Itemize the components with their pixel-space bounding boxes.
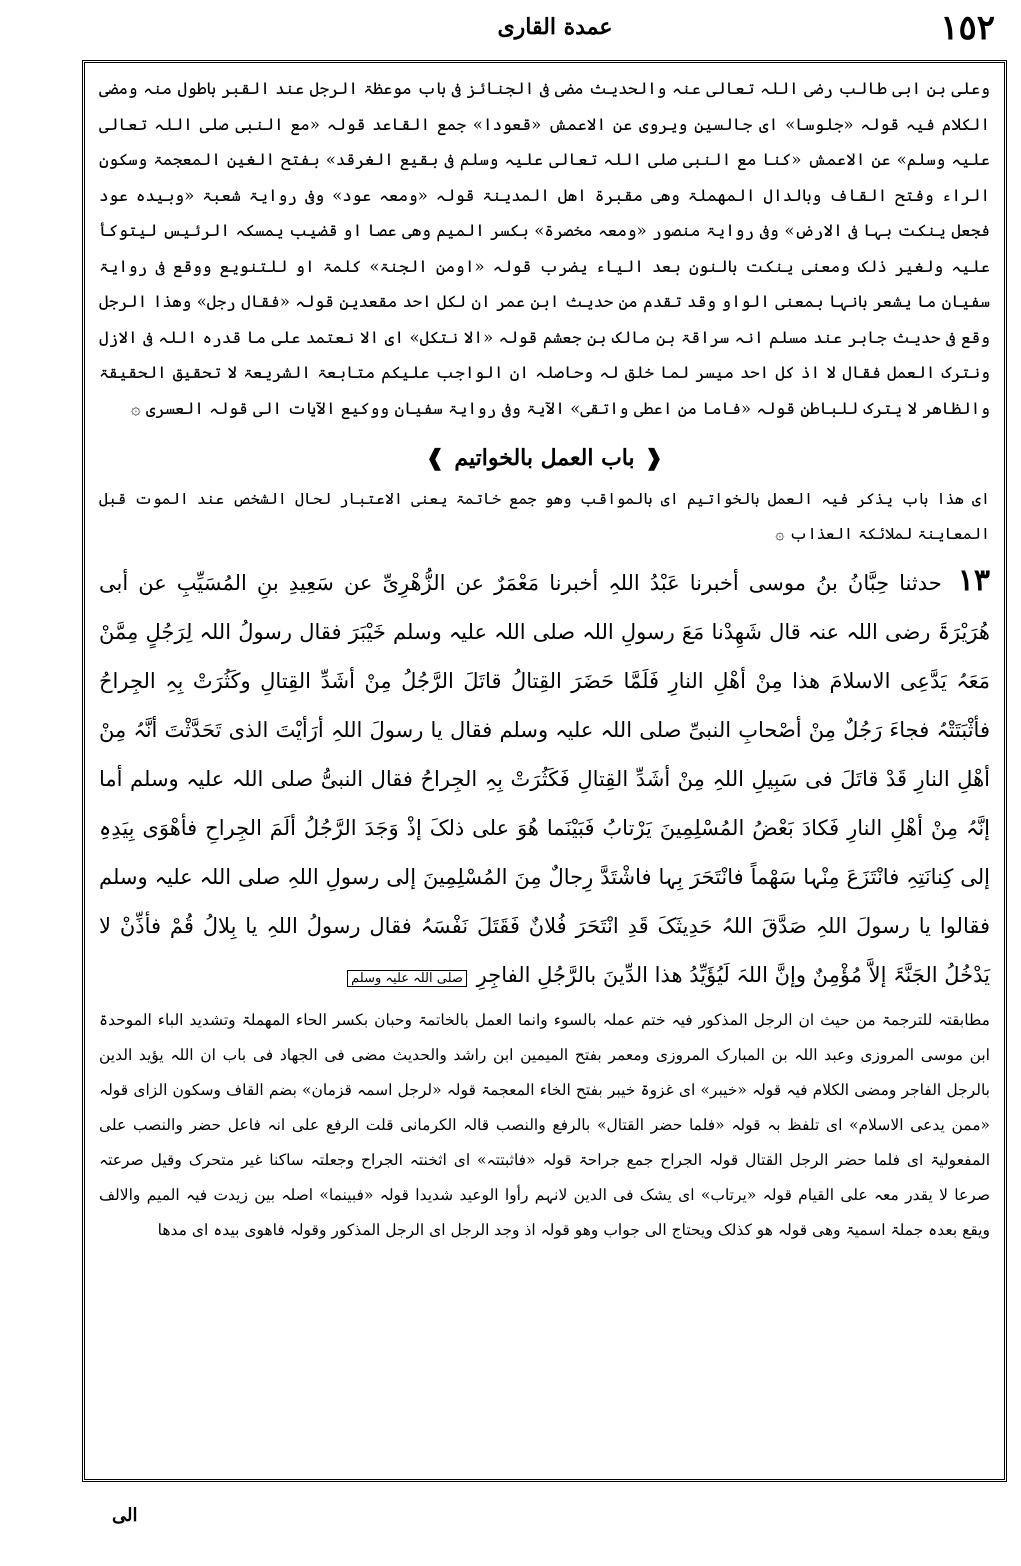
ornament-left-icon: ❱ bbox=[425, 445, 445, 471]
catchword: الی bbox=[112, 1505, 138, 1526]
page-header bbox=[95, 8, 995, 58]
page-number: ١٥٢ bbox=[940, 8, 995, 48]
chapter-explanation: ای ھذا باب یذکر فیہ العمل بالخواتیم ای بالمواقب وھو جمع خاتمۃ یعنی الاعتبار لحال الشخص عند الموت قبل المعاینۃ لملائکۃ العذاب ۞ bbox=[99, 490, 990, 543]
intro-commentary: وعلی بن ابی طالب رضی اللہ تعالی عنہ والحدیث مضی فی الجنائز فی باب موعظۃ الرجل عند القبر باطول منہ ومضی الکلام فیہ قولہ «جلوسا» ای جالسین ویروی عن الاعمش «قعودا» جمع القاعد قولہ «مع النبی صلی اللہ تعالی علیہ وسلم» عن الاعمش «کنا مع النبی صلی اللہ تعالی علیہ وسلم فی بقیع الغرقد» بفتح الغین المعجمۃ وسکون الراء وفتح القاف وبالدال المھملۃ وھی مقبرۃ اھل المدینۃ قولہ «ومعہ عود» وفی روایۃ شعبۃ «وبیدہ عود فجعل ینکت بہا فی الارض» وفی روایۃ منصور «ومعہ مخصرۃ» بکسر المیم وھی عصا او قضیب یمسکہ الرئیس لیتوکأ علیہ ولغیر ذلک ومعنی ینکت بالنون بعد الیاء یضرب قولہ «اومن الجنۃ» کلمۃ او للتنویع ووقع فی روایۃ سفیان ما یشعر بانہا بمعنی الواو وقد تقدم من حدیث ابن عمر ان لکل احد مقعدین قولہ «فقال رجل» وھذا الرجل وقع فی حدیث جابر عند مسلم انہ سراقۃ بن مالک بن جعشم قولہ «الا نتکل» ای الا نعتمد علی ما قدرہ اللہ فی الازل ونترک العمل فقال لا اذ کل احد میسر لما خلق لہ وحاصلہ ان الواجب علیکم متابعۃ الشریعۃ لا تحقیق الحقیقۃ والظاھر لا یترک للباطن قولہ «فاما من اعطی واتقی» الآیۃ وفی روایۃ سفیان ووکیع الآیات الی قولہ العسری ۞ bbox=[99, 79, 990, 418]
page-content bbox=[99, 71, 990, 1471]
hadith-block bbox=[99, 556, 990, 1003]
text-frame bbox=[82, 60, 1007, 1482]
salla-ligature: صلی اللہ علیہ وسلم bbox=[347, 970, 467, 987]
chapter-title: باب العمل بالخواتیم bbox=[454, 445, 635, 471]
hadith-text: حدثنا حِبَّانُ بنُ موسی أخبرنا عَبْدُ اللہِ أخبرنا مَعْمَرٌ عن الزُّھْرِیِّ عن سَعِیدِ بنِ المُسَیِّبِ عن أبی ھُرَیْرَۃَ رضی اللہ عنہ قال شَھِدْنا مَعَ رسولِ اللہ صلی اللہ علیہ وسلم خَیْبَرَ فقال رسولُ اللہ لِرَجُلٍ مِمَّنْ مَعَہُ یَدَّعِی الاسلامَ ھذا مِنْ أھْلِ النارِ فَلَمَّا حَضَرَ القِتالُ قاتَلَ الرَّجُلُ مِنْ أشَدِّ القِتالِ وکَثُرَتْ بِہِ الجِراحُ فأثْبَتَتْہُ فجاءَ رَجُلٌ مِنْ أصْحابِ النبیِّ صلی اللہ علیہ وسلم فقال یا رسولَ اللہِ أرَأیْتَ الذی تَحَدَّثْتَ أنَّہُ مِنْ أھْلِ النارِ قَدْ قاتَلَ فی سَبِیلِ اللہِ مِنْ أشَدِّ القِتالِ فَکَثُرَتْ بِہِ الجِراحُ فقال النبیُّ صلی اللہ علیہ وسلم أما إنَّہُ مِنْ أھْلِ النارِ فَکادَ بَعْضُ المُسْلِمِینَ یَرْتابُ فَبَیْنَما ھُوَ علی ذلکَ إذْ وَجَدَ الرَّجُلُ ألَمَ الجِراحِ فأھْوَی بِیَدِہِ إلی کِنانَتِہِ فانْتَزَعَ مِنْہا سَھْماً فانْتَحَرَ بِہا فاشْتَدَّ رِجالٌ مِنَ المُسْلِمِینَ إلی رسولِ اللہِ صلی اللہ علیہ وسلم فقالوا یا رسولَ اللہِ صَدَّقَ اللہُ حَدِیثَکَ قَدِ انْتَحَرَ فُلانٌ فَقَتَلَ نَفْسَہُ فقال رسولُ اللہِ یا بِلالُ قُمْ فأذِّنْ لا یَدْخُلُ الجَنَّۃَ إلاَّ مُؤْمِنٌ وإنَّ اللہَ لَیُؤَیِّدُ ھذا الدِّینَ بالرَّجُلِ الفاجِرِ bbox=[99, 571, 990, 987]
sharh-commentary: مطابقتہ للترجمۃ من حیث ان الرجل المذکور فیہ ختم عملہ بالسوء وانما العمل بالخاتمۃ وحبان بکسر الحاء المھملۃ وتشدید الباء الموحدۃ ابن موسی المروزی وعبد اللہ بن المبارک المروزی ومعمر بفتح المیمین ابن راشد والحدیث مضی فی الجھاد فی باب ان اللہ یؤید الدین بالرجل الفاجر ومضی الکلام فیہ قولہ «خیبر» ای غزوۃ خیبر بفتح الخاء المعجمۃ قولہ «لرجل اسمہ قزمان» بضم القاف وسکون الزای قولہ «ممن یدعی الاسلام» ای تلفظ بہ قولہ «فلما حضر القتال» بالرفع والنصب قالہ الکرمانی قلت الرفع علی انہ فاعل حضر والنصب علی المفعولیۃ ای فلما حضر الرجل القتال قولہ الجراح جمع جراحۃ قولہ «فاثبتتہ» ای اثخنتہ الجراح وجعلتہ ساکنا غیر متحرک وقیل صرعتہ صرعا لا یقدر معہ علی القیام قولہ «یرتاب» ای یشک فی الدین لانہم رأوا الوعید شدیدا قولہ «فبینما» اصلہ بین زیدت فیہ المیم والالف ویقع بعدہ جملۃ اسمیۃ وھی قولہ ھو کذلک ویحتاج الی جواب وھو قولہ اذ وجد الرجل ای الرجل المذکور وقولہ فاھوی بیدہ ای مدھا bbox=[99, 1011, 990, 1239]
chapter-heading bbox=[99, 440, 990, 476]
running-title: عمدة القاری bbox=[497, 14, 613, 40]
ornament-right-icon: ❰ bbox=[644, 445, 664, 471]
hadith-number: ١٣ bbox=[957, 563, 990, 598]
